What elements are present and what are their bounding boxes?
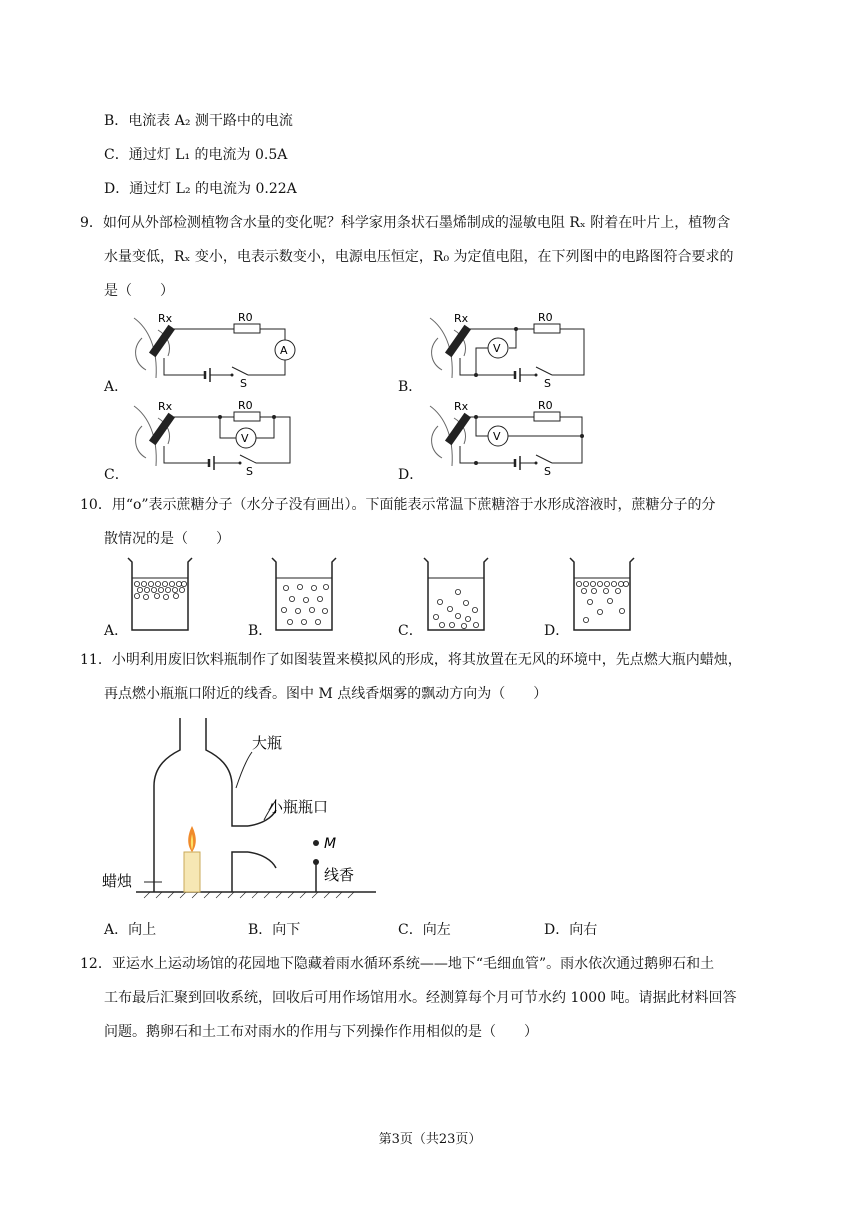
q10-stem-line1: 10．用“o”表示蔗糖分子（水分子没有画出）。下面能表示常温下蔗糖溶于水形成溶液时，蔗糖分子的分 [80, 497, 716, 513]
switch-label: S [544, 465, 551, 476]
switch-label: S [240, 377, 247, 388]
q9-stem-line2: 水量变低，Rₓ 变小，电表示数变小，电源电压恒定，R₀ 为定值电阻，在下列图中的电路图符合要求的 [104, 249, 734, 265]
m-label: M [324, 836, 337, 852]
q9-stem-line3: 是（ ） [104, 283, 174, 299]
page-footer: 第3页（共23页） [378, 1132, 482, 1147]
sugar-molecules [134, 581, 186, 599]
switch-label: S [544, 377, 551, 388]
q10-stem-line2: 散情况的是（ ） [104, 531, 230, 547]
r0-label: R0 [238, 399, 253, 412]
r0-label: R0 [538, 399, 553, 412]
rx-sensor [149, 413, 175, 445]
rx-sensor [445, 413, 471, 445]
r0-label: R0 [538, 311, 553, 324]
sugar-molecules [576, 581, 628, 622]
rx-label: Rx [454, 400, 469, 413]
ground-hatching [144, 892, 354, 898]
point-m [313, 840, 319, 846]
q9-circuit-d [424, 396, 604, 476]
q9-label-b: B． [398, 379, 423, 395]
q10-beaker-a [124, 556, 196, 636]
candle [184, 852, 200, 892]
voltmeter-label: V [493, 342, 501, 355]
q8-option-c: C．通过灯 L₁ 的电流为 0.5A [104, 147, 288, 163]
sugar-molecules [433, 589, 478, 628]
q9-circuit-a [128, 308, 308, 388]
ammeter-label: A [280, 344, 288, 357]
q12-stem-line2: 工布最后汇聚到回收系统，回收后可用作场馆用水。经测算每个月可节水约 1000 吨。请据此材料回答 [104, 990, 737, 1006]
q12-stem-line1: 12．亚运水上运动场馆的花园地下隐藏着雨水循环系统——地下“毛细血管”。雨水依次通过鹅卵石和土 [80, 956, 715, 972]
q11-stem-line1: 11．小明利用废旧饮料瓶制作了如图装置来模拟风的形成，将其放置在无风的环境中，先点燃大瓶内蜡烛， [80, 652, 742, 668]
q10-label-c: C． [398, 623, 423, 639]
q11-stem-line2: 再点燃小瓶瓶口附近的线香。图中 M 点线香烟雾的飘动方向为（ ） [104, 686, 548, 702]
voltmeter-label: V [493, 430, 501, 443]
incense-label: 线香 [324, 866, 355, 884]
rx-label: Rx [454, 312, 469, 325]
small-mouth-label: 小瓶瓶口 [268, 798, 329, 816]
q11-option-a: A．向上 [104, 922, 157, 938]
big-bottle-label: 大瓶 [252, 734, 283, 752]
q11-option-c: C．向左 [398, 922, 451, 938]
q10-label-b: B． [248, 623, 273, 639]
q9-label-c: C． [104, 467, 129, 483]
q10-beaker-b [268, 556, 340, 636]
q9-stem-line1: 9．如何从外部检测植物含水量的变化呢？科学家用条状石墨烯制成的湿敏电阻 Rₓ 附着在叶片上，植物含 [80, 215, 731, 231]
q10-label-d: D． [544, 623, 570, 639]
q8-option-d: D．通过灯 L₂ 的电流为 0.22A [104, 181, 297, 197]
q9-label-d: D． [398, 467, 424, 483]
q12-stem-line3: 问题。鹅卵石和土工布对雨水的作用与下列操作作用相似的是（ ） [104, 1024, 538, 1040]
q9-circuit-c [128, 396, 308, 476]
candle-label: 蜡烛 [102, 872, 133, 890]
big-bottle-left-wall [154, 718, 180, 892]
q11-option-d: D．向右 [544, 922, 598, 938]
q10-beaker-d [566, 556, 638, 636]
q9-circuit-b [424, 308, 604, 388]
q11-option-b: B．向下 [248, 922, 301, 938]
q11-wind-apparatus [96, 716, 386, 906]
q10-label-a: A． [104, 623, 129, 639]
r0-label: R0 [238, 311, 253, 324]
rx-label: Rx [158, 312, 173, 325]
q10-beaker-c [420, 556, 492, 636]
switch-label: S [246, 465, 253, 476]
rx-sensor [149, 325, 175, 357]
sugar-molecules [281, 584, 328, 624]
rx-label: Rx [158, 400, 173, 413]
rx-sensor [445, 325, 471, 357]
voltmeter-label: V [241, 432, 249, 445]
q9-label-a: A． [104, 379, 129, 395]
q8-option-b: B．电流表 A₂ 测干路中的电流 [104, 113, 293, 129]
